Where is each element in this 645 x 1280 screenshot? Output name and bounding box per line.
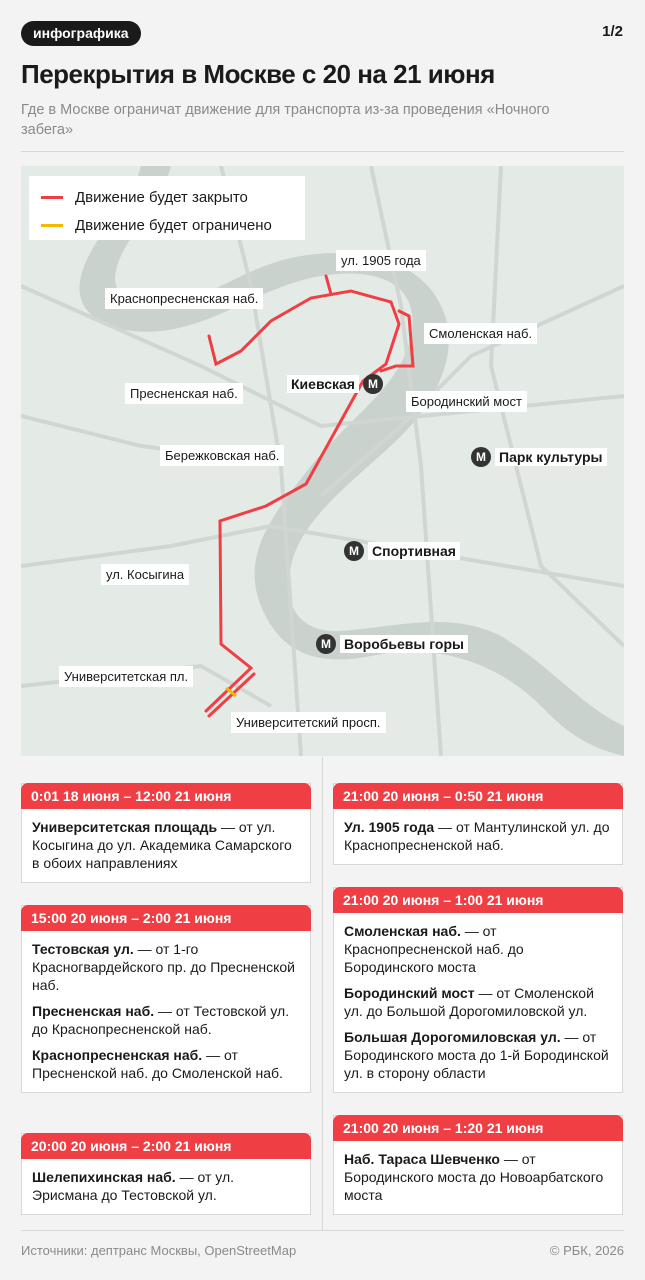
closure-item: Смоленская наб. — от Краснопресненской наб. до Бородинского моста <box>344 923 524 975</box>
label-universitetsky-prosp: Университетский просп. <box>231 712 386 733</box>
page-subtitle: Где в Москве ограничат движение для транспорта из-за проведения «Ночного забега» <box>21 102 550 138</box>
closure-item: Ул. 1905 года — от Мантулинской ул. до Краснопресненской наб. <box>344 819 610 853</box>
metro-icon: М <box>471 447 491 467</box>
metro-vorobyovy-name: Воробьевы горы <box>340 635 468 653</box>
closure-card-3 <box>21 1133 311 1215</box>
closure-item: Пресненская наб. — от Тестовской ул. до Краснопресненской наб. <box>32 1003 290 1037</box>
metro-icon: М <box>316 634 336 654</box>
label-ul-1905: ул. 1905 года <box>336 250 426 271</box>
closure-item: Шелепихинская наб. — от ул. Эрисмана до Тестовской ул. <box>32 1169 234 1203</box>
card-time: 21:00 20 июня – 0:50 21 июня <box>333 783 623 809</box>
metro-icon: М <box>363 374 383 394</box>
label-presnenskaya: Пресненская наб. <box>125 383 243 404</box>
closure-item: Краснопресненская наб. — от Пресненской наб. до Смоленской наб. <box>32 1047 283 1081</box>
map-legend <box>29 176 305 240</box>
card-time: 20:00 20 июня – 2:00 21 июня <box>21 1133 311 1159</box>
metro-park-kultury-name: Парк культуры <box>495 448 607 466</box>
closure-item: Тестовская ул. — от 1-го Красногвардейского пр. до Пресненской наб. <box>32 941 295 993</box>
label-smolenskaya: Смоленская наб. <box>424 323 537 344</box>
metro-vorobyovy <box>316 634 468 654</box>
metro-kievskaya-name: Киевская <box>287 375 359 393</box>
copyright: © РБК, 2026 <box>549 1243 624 1258</box>
metro-icon: М <box>344 541 364 561</box>
closure-item: Университетская площадь — от ул. Косыгина до ул. Академика Самарского в обоих направлениях <box>32 819 292 871</box>
card-time: 21:00 20 июня – 1:00 21 июня <box>333 887 623 913</box>
closure-item: Наб. Тараса Шевченко — от Бородинского моста до Новоарбатского моста <box>344 1151 604 1203</box>
metro-sportivnaya-name: Спортивная <box>368 542 460 560</box>
closure-card-2 <box>21 905 311 1093</box>
legend-limited <box>41 217 272 234</box>
category-badge: инфографика <box>21 21 141 46</box>
page-title: Перекрытия в Москве с 20 на 21 июня <box>21 59 495 89</box>
metro-kievskaya <box>287 374 383 394</box>
card-time: 21:00 20 июня – 1:20 21 июня <box>333 1115 623 1141</box>
legend-closed-label: Движение будет закрыто <box>75 189 248 206</box>
legend-closed <box>41 189 248 206</box>
columns-divider <box>322 757 323 1230</box>
legend-limited-swatch <box>41 224 63 227</box>
card-time: 0:01 18 июня – 12:00 21 июня <box>21 783 311 809</box>
metro-park-kultury <box>471 447 607 467</box>
closure-card-4 <box>333 783 623 865</box>
map <box>21 166 624 756</box>
label-borodinsky: Бородинский мост <box>406 391 527 412</box>
label-krasnopresnenskaya: Краснопресненская наб. <box>105 288 263 309</box>
label-kosygina: ул. Косыгина <box>101 564 189 585</box>
metro-sportivnaya <box>344 541 460 561</box>
legend-limited-label: Движение будет ограничено <box>75 217 272 234</box>
label-berezhkovskaya: Бережковская наб. <box>160 445 284 466</box>
closure-item: Большая Дорогомиловская ул. — от Бородинского моста до 1-й Бородинской ул. в сторону области <box>344 1029 609 1081</box>
header-divider <box>21 151 624 152</box>
closure-item: Бородинский мост — от Смоленской ул. до Большой Дорогомиловской ул. <box>344 985 594 1019</box>
footer-divider <box>21 1230 624 1231</box>
sources: Источники: дептранс Москвы, OpenStreetMap <box>21 1243 297 1258</box>
label-universitetskaya-pl: Университетская пл. <box>59 666 193 687</box>
closure-card-5 <box>333 887 623 1093</box>
closure-card-1 <box>21 783 311 883</box>
closure-card-6 <box>333 1115 623 1215</box>
card-time: 15:00 20 июня – 2:00 21 июня <box>21 905 311 931</box>
legend-closed-swatch <box>41 196 63 199</box>
page-number: 1/2 <box>602 23 623 40</box>
